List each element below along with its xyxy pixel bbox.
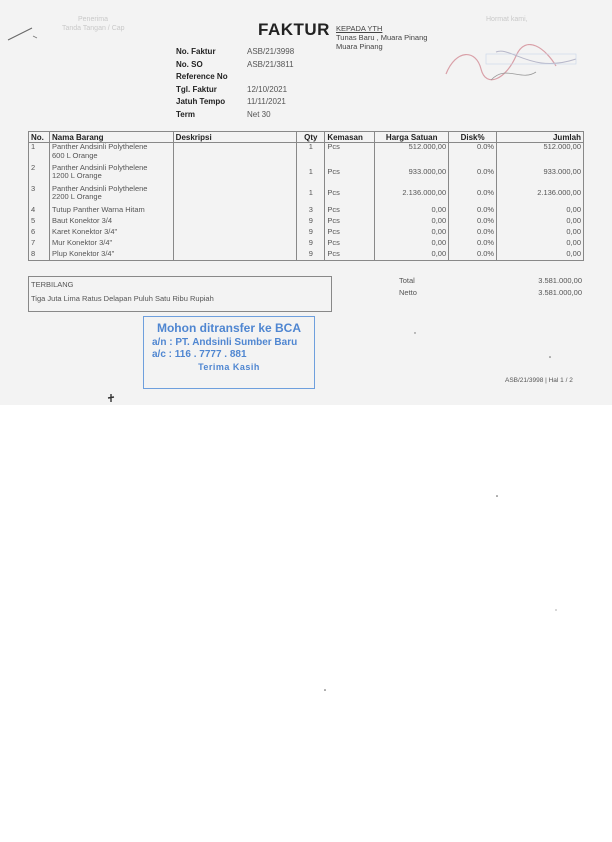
cell-amount: 0,00 — [497, 228, 584, 239]
cell-amount: 0,00 — [497, 217, 584, 228]
cell-amount: 933.000,00 — [497, 164, 584, 185]
meta-value: ASB/21/3998 — [247, 47, 295, 56]
meta-key: Term — [176, 109, 195, 119]
meta-key: No. Faktur — [176, 47, 216, 56]
cell-name: Mur Konektor 3/4" — [49, 239, 173, 250]
cell-unit: Pcs — [325, 164, 375, 185]
meta-key: No. SO — [176, 59, 203, 69]
recipient-line-2: Muara Pinang — [336, 42, 383, 51]
header-discount: Disk% — [449, 132, 497, 143]
total-label: Total — [399, 276, 415, 285]
cell-unit: Pcs — [325, 217, 375, 228]
stamp-line-4: Terima Kasih — [198, 362, 260, 372]
cell-amount: 0,00 — [497, 250, 584, 261]
header-name: Nama Barang — [49, 132, 173, 143]
stamp-line-2: a/n : PT. Andsinli Sumber Baru — [152, 337, 298, 348]
cell-no: 5 — [29, 217, 50, 228]
amount-in-words-label: TERBILANG — [31, 280, 74, 289]
cell-unit: Pcs — [325, 143, 375, 164]
header-description: Deskripsi — [173, 132, 297, 143]
cell-no: 6 — [29, 228, 50, 239]
cell-qty: 1 — [297, 164, 325, 185]
header-price: Harga Satuan — [375, 132, 449, 143]
name-line: 2200 L Orange — [51, 192, 102, 201]
meta-value: Net 30 — [247, 109, 271, 119]
name-line: Panther Andsinli Polythelene — [51, 162, 148, 172]
cell-qty: 9 — [297, 217, 325, 228]
recipient-label: KEPADA YTH — [336, 24, 383, 33]
invoice-title: FAKTUR — [258, 20, 330, 39]
cell-unit: Pcs — [325, 239, 375, 250]
netto-label: Netto — [399, 288, 417, 297]
faint-recipient-label: Penerima — [78, 16, 108, 23]
cell-discount: 0.0% — [449, 217, 497, 228]
recipient-line-1: Tunas Baru , Muara Pinang — [336, 33, 428, 42]
name-line: 600 L Orange — [51, 150, 98, 160]
cell-price: 512.000,00 — [375, 143, 449, 164]
cell-name: Tutup Panther Warna Hitam — [49, 206, 173, 217]
header-no: No. — [29, 132, 50, 143]
cell-amount: 0,00 — [497, 206, 584, 217]
cell-qty: 9 — [297, 250, 325, 261]
cell-no: 2 — [29, 164, 50, 185]
meta-key: Jatuh Tempo — [176, 97, 226, 106]
cell-price: 0,00 — [375, 250, 449, 261]
name-line: Panther Andsinli Polythelene — [51, 183, 148, 193]
cell-discount: 0.0% — [449, 185, 497, 206]
cell-price: 2.136.000,00 — [375, 185, 449, 206]
header-amount: Jumlah — [497, 132, 584, 143]
cell-qty: 9 — [297, 239, 325, 250]
cell-discount: 0.0% — [449, 143, 497, 164]
cell-no: 3 — [29, 185, 50, 206]
page-number: ASB/21/3998 | Hal 1 / 2 — [505, 377, 573, 384]
cell-no: 8 — [29, 250, 50, 261]
faint-regards-label: Hormat kami, — [486, 16, 528, 23]
cell-price: 0,00 — [375, 217, 449, 228]
netto-value: 3.581.000,00 — [538, 288, 582, 297]
header-qty: Qty — [297, 132, 325, 143]
name-line: 1200 L Orange — [51, 171, 102, 180]
cell-unit: Pcs — [325, 206, 375, 217]
meta-value: 11/11/2021 — [247, 97, 286, 106]
cell-price: 0,00 — [375, 206, 449, 217]
cell-discount: 0.0% — [449, 164, 497, 185]
amount-in-words-text: Tiga Juta Lima Ratus Delapan Puluh Satu Ribu Rupiah — [31, 294, 214, 303]
meta-key: Tgl. Faktur — [176, 84, 217, 94]
cell-qty: 9 — [297, 228, 325, 239]
stamp-line-1: Mohon ditransfer ke BCA — [156, 321, 301, 335]
meta-value: 12/10/2021 — [247, 84, 288, 94]
cell-qty: 1 — [297, 143, 325, 164]
cell-amount: 0,00 — [497, 239, 584, 250]
cell-no: 4 — [29, 206, 50, 217]
cell-unit: Pcs — [325, 185, 375, 206]
cell-discount: 0.0% — [449, 206, 497, 217]
meta-key: Reference No — [176, 72, 228, 81]
cell-name: Plup Konektor 3/4" — [49, 250, 173, 261]
cell-unit: Pcs — [325, 228, 375, 239]
cell-qty: 1 — [297, 185, 325, 206]
cell-amount: 2.136.000,00 — [497, 185, 584, 206]
cell-discount: 0.0% — [449, 228, 497, 239]
cell-price: 0,00 — [375, 239, 449, 250]
cell-unit: Pcs — [325, 250, 375, 261]
faint-signature-label: Tanda Tangan / Cap — [62, 25, 125, 32]
cell-discount: 0.0% — [449, 239, 497, 250]
header-unit: Kemasan — [325, 132, 375, 143]
cell-name: Karet Konektor 3/4" — [49, 228, 173, 239]
cell-no: 1 — [29, 143, 50, 164]
meta-value: ASB/21/3811 — [247, 59, 294, 69]
cell-discount: 0.0% — [449, 250, 497, 261]
cell-price: 0,00 — [375, 228, 449, 239]
cell-amount: 512.000,00 — [497, 143, 584, 164]
total-value: 3.581.000,00 — [538, 276, 582, 285]
cell-qty: 3 — [297, 206, 325, 217]
name-line: Panther Andsinli Polythelene — [51, 142, 148, 151]
cell-name: Baut Konektor 3/4 — [49, 217, 173, 228]
cell-price: 933.000,00 — [375, 164, 449, 185]
stamp-line-3: a/c : 116 . 7777 . 881 — [152, 349, 247, 360]
cell-no: 7 — [29, 239, 50, 250]
